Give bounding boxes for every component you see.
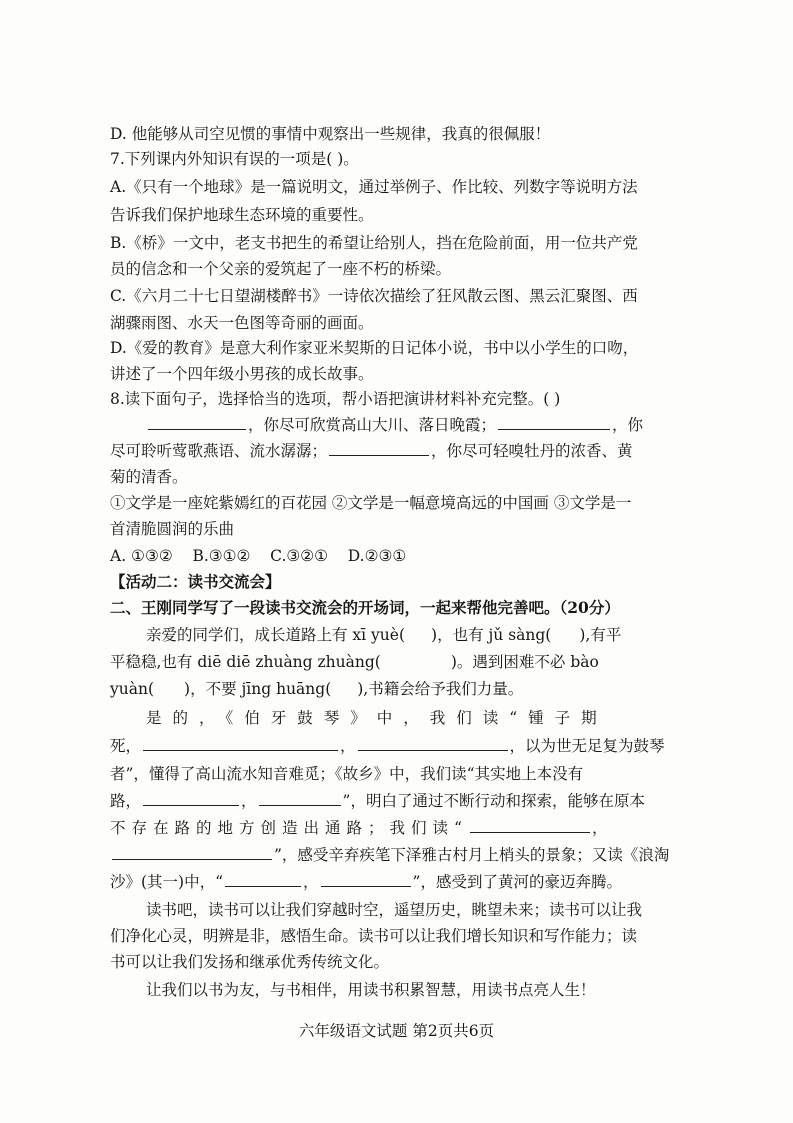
paragraph3-line2: 们净化心灵，明辨是非，感悟生命。读书可以让我们增长知识和写作能力；读	[110, 927, 638, 945]
q7-option-a-line1: A.《只有一个地球》是一篇说明文，通过举例子、作比较、列数字等说明方法	[110, 178, 638, 196]
paragraph2-line3: 者”，懂得了高山流水知音难觅；《故乡》中，我们读“其实地上本没有	[110, 765, 584, 783]
answer-blank[interactable]	[143, 736, 338, 751]
q7-option-c-line1: C.《六月二十七日望湖楼醉书》一诗依次描绘了狂风散云图、黑云汇聚图、西	[110, 287, 638, 305]
answer-blank[interactable]	[148, 415, 246, 430]
q8-text: 尽可聆听莺歌燕语、流水潺潺；	[110, 442, 328, 460]
q7-option-d-line1: D.《爱的教育》是意大利作家亚米契斯的日记体小说，书中以小学生的口吻，	[110, 339, 639, 357]
activity-heading: 【活动二：读书交流会】	[110, 572, 281, 591]
q7-stem: 7.下列课内外知识有误的一项是( )。	[110, 150, 359, 168]
q7-option-d-line2: 讲述了一个四年级小男孩的成长故事。	[110, 365, 374, 383]
q8-options-line2: 首清脆圆润的乐曲	[110, 520, 235, 538]
paragraph-text: 不存在路的地方创造出通路；我们读“	[110, 819, 468, 837]
q6-option-d: D. 他能够从司空见惯的事情中观察出一些规律，我真的很佩服！	[110, 125, 551, 143]
paragraph-text: ”，感受到了黄河的豪迈奔腾。	[412, 873, 622, 891]
answer-blank[interactable]	[259, 791, 341, 806]
pinyin-text: )，也有 jǔ sàng(	[431, 626, 552, 644]
q8-text: ，你	[612, 416, 644, 434]
q8-stem: 8.读下面句子，选择恰当的选项，帮小语把演讲材料补充完整。( )	[110, 390, 561, 408]
q7-option-b-line1: B.《桥》一文中，老支书把生的希望让给别人，挡在危险前面，用一位共产党	[110, 234, 638, 252]
paragraph2-line2: 死， ， ，以为世无足复为鼓琴	[110, 737, 665, 755]
q8-choices: A. ①③② B.③①② C.③②① D.②③①	[110, 547, 407, 565]
pinyin-text: 亲爱的同学们，成长道路上有 xī yuè(	[146, 626, 406, 644]
paragraph4-line1: 让我们以书为友，与书相伴，用读书积累智慧，用读书点亮人生！	[146, 981, 596, 999]
answer-blank[interactable]	[498, 415, 610, 430]
q8-sentence-line2	[110, 440, 690, 462]
paragraph-text: ，	[591, 819, 608, 837]
paragraph-text: ，以为世无足复为鼓琴	[509, 737, 665, 755]
q8-text: ，你尽可欣赏高山大川、落日晚霞；	[248, 416, 497, 434]
paragraph-text: ”，感受辛弃疾笔下泽雅古村月上梢头的景象；又读《浪淘	[274, 846, 670, 864]
paragraph1-line3	[110, 678, 690, 700]
paragraph1-line2	[110, 651, 690, 673]
q8-sentence-line1	[146, 414, 690, 436]
pinyin-text: ),有平	[579, 626, 622, 644]
pinyin-text: 平稳稳,也有 diē diē zhuàng zhuàng(	[110, 653, 381, 671]
paragraph3-line1: 读书吧，读书可以让我们穿越时空，遥望历史，眺望未来；读书可以让我	[146, 901, 643, 919]
answer-blank[interactable]	[143, 791, 239, 806]
paragraph-text: 死，	[110, 737, 142, 755]
q7-option-b-line2: 员的信念和一个父亲的爱筑起了一座不朽的桥梁。	[110, 260, 452, 278]
paragraph-text: ”，明白了通过不断行动和探索，能够在原本	[342, 792, 645, 810]
pinyin-text: )。遇到困难不必 bào	[450, 653, 599, 671]
answer-blank[interactable]	[329, 441, 429, 456]
answer-blank[interactable]	[225, 872, 301, 887]
answer-blank[interactable]	[321, 872, 411, 887]
pinyin-text: ),书籍会给予我们力量。	[357, 680, 524, 698]
paragraph1-line1	[146, 624, 690, 646]
pinyin-text: yuàn(	[110, 680, 155, 698]
paragraph3-line3: 书可以让我们发扬和继承优秀传统文化。	[110, 953, 390, 971]
section-two-heading: 二、王刚同学写了一段读书交流会的开场词，一起来帮他完善吧。（20分）	[110, 598, 620, 617]
paragraph-text: 路，	[110, 792, 142, 810]
paragraph2-line6	[110, 844, 690, 866]
page-footer: 六年级语文试题 第2页共6页	[298, 1022, 495, 1040]
paragraph2-line1: 是的，《伯牙鼓琴》中，我们读“锺子期	[146, 709, 608, 727]
answer-blank[interactable]	[358, 736, 508, 751]
paragraph2-line7: 沙》(其一)中，“ ， ”，感受到了黄河的豪迈奔腾。	[110, 873, 622, 891]
q8-text: ，你尽可轻嗅牡丹的浓香、黄	[431, 442, 633, 460]
paragraph-text: 沙》(其一)中，“	[110, 873, 224, 891]
paragraph2-line5	[110, 817, 690, 839]
answer-blank[interactable]	[112, 845, 272, 860]
q7-option-c-line2: 湖骤雨图、水天一色图等奇丽的画面。	[110, 314, 374, 332]
pinyin-text: )，不要 jīng huāng(	[184, 680, 332, 698]
q7-option-a-line2: 告诉我们保护地球生态环境的重要性。	[110, 206, 374, 224]
q8-options-line1: ①文学是一座姹紫嫣红的百花园 ②文学是一幅意境高远的中国画 ③文学是一	[110, 494, 632, 512]
answer-blank[interactable]	[470, 818, 590, 833]
q8-sentence-line3: 菊的清香。	[110, 468, 188, 486]
paragraph2-line4: 路， ， ”，明白了通过不断行动和探索，能够在原本	[110, 792, 645, 810]
